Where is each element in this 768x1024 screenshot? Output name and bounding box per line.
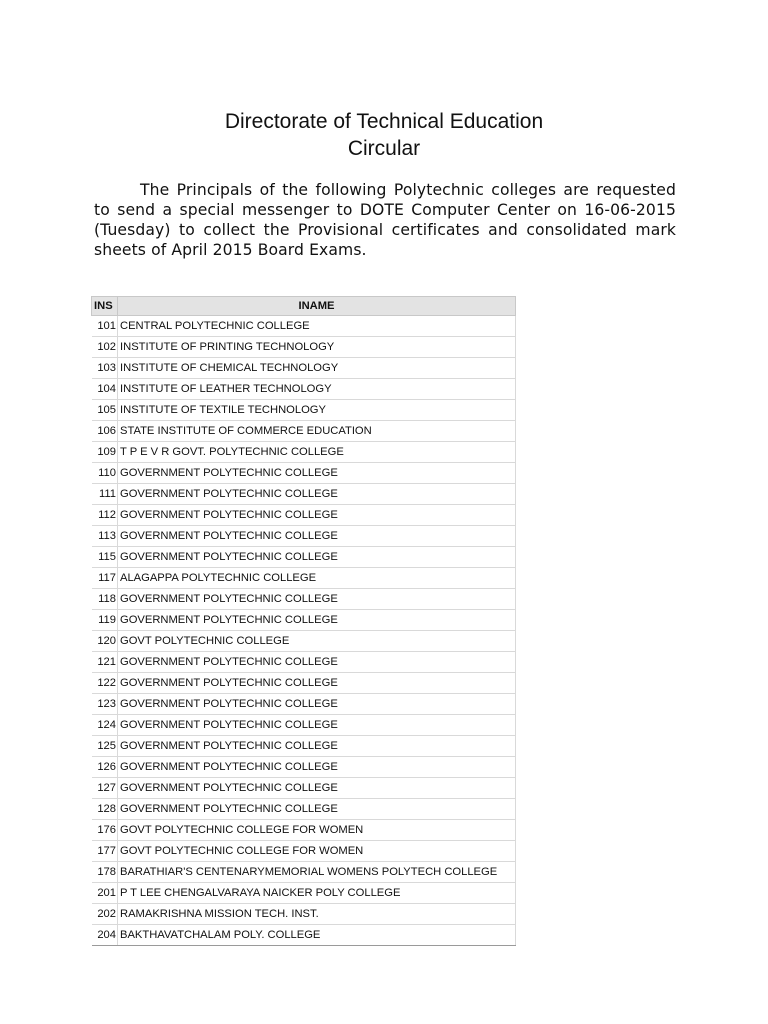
ins-code-cell: 121 xyxy=(92,652,118,673)
institution-name-cell: RAMAKRISHNA MISSION TECH. INST. xyxy=(118,904,516,925)
institution-name-cell: GOVERNMENT POLYTECHNIC COLLEGE xyxy=(118,484,516,505)
ins-code-cell: 127 xyxy=(92,778,118,799)
ins-code-cell: 102 xyxy=(92,337,118,358)
ins-code-cell: 101 xyxy=(92,316,118,337)
table-row xyxy=(92,778,516,799)
institution-name-cell: BARATHIAR'S CENTENARYMEMORIAL WOMENS POLYTECH COLLEGE xyxy=(118,862,516,883)
institution-name-cell: GOVERNMENT POLYTECHNIC COLLEGE xyxy=(118,610,516,631)
institution-name-cell: GOVERNMENT POLYTECHNIC COLLEGE xyxy=(118,715,516,736)
document-subtitle: Circular xyxy=(347,137,421,160)
ins-code-cell: 202 xyxy=(92,904,118,925)
institution-name-cell: INSTITUTE OF PRINTING TECHNOLOGY xyxy=(118,337,516,358)
ins-code-cell: 109 xyxy=(92,442,118,463)
institution-name-cell: T P E V R GOVT. POLYTECHNIC COLLEGE xyxy=(118,442,516,463)
ins-code-cell: 117 xyxy=(92,568,118,589)
institution-name-cell: GOVERNMENT POLYTECHNIC COLLEGE xyxy=(118,526,516,547)
ins-code-cell: 124 xyxy=(92,715,118,736)
ins-code-cell: 103 xyxy=(92,358,118,379)
circular-body-text: The Principals of the following Polytechnic colleges are requested to send a special messenger to DOTE Computer Center on 16-06-2015 (Tuesday) to collect the Provisional certificates and consolidated mark sheets of April 2015 Board Exams. xyxy=(94,181,676,259)
institution-name-cell: INSTITUTE OF CHEMICAL TECHNOLOGY xyxy=(118,358,516,379)
institution-name-cell: GOVERNMENT POLYTECHNIC COLLEGE xyxy=(118,799,516,820)
table-row xyxy=(92,400,516,421)
table-row xyxy=(92,484,516,505)
table-body xyxy=(92,316,516,946)
colleges-table xyxy=(91,296,516,946)
institution-name-cell: GOVERNMENT POLYTECHNIC COLLEGE xyxy=(118,736,516,757)
ins-code-cell: 105 xyxy=(92,400,118,421)
ins-code-cell: 115 xyxy=(92,547,118,568)
table-row xyxy=(92,610,516,631)
ins-code-cell: 112 xyxy=(92,505,118,526)
table-row xyxy=(92,673,516,694)
institution-name-cell: GOVERNMENT POLYTECHNIC COLLEGE xyxy=(118,589,516,610)
ins-code-cell: 123 xyxy=(92,694,118,715)
institution-name-cell: GOVERNMENT POLYTECHNIC COLLEGE xyxy=(118,463,516,484)
institution-name-cell: GOVERNMENT POLYTECHNIC COLLEGE xyxy=(118,505,516,526)
institution-name-cell: BAKTHAVATCHALAM POLY. COLLEGE xyxy=(118,925,516,946)
ins-code-cell: 113 xyxy=(92,526,118,547)
table-row xyxy=(92,379,516,400)
institution-name-cell: GOVT POLYTECHNIC COLLEGE FOR WOMEN xyxy=(118,820,516,841)
table-row xyxy=(92,799,516,820)
institution-name-cell: GOVERNMENT POLYTECHNIC COLLEGE xyxy=(118,757,516,778)
table-row xyxy=(92,652,516,673)
table-row xyxy=(92,358,516,379)
table-row xyxy=(92,568,516,589)
table-row xyxy=(92,904,516,925)
table-row xyxy=(92,820,516,841)
ins-code-cell: 201 xyxy=(92,883,118,904)
institution-name-cell: GOVT POLYTECHNIC COLLEGE xyxy=(118,631,516,652)
ins-code-cell: 204 xyxy=(92,925,118,946)
institution-name-cell: P T LEE CHENGALVARAYA NAICKER POLY COLLEGE xyxy=(118,883,516,904)
table-row xyxy=(92,862,516,883)
institution-name-cell: STATE INSTITUTE OF COMMERCE EDUCATION xyxy=(118,421,516,442)
ins-code-cell: 118 xyxy=(92,589,118,610)
ins-code-cell: 110 xyxy=(92,463,118,484)
table-row xyxy=(92,694,516,715)
table-row xyxy=(92,757,516,778)
document-title: Directorate of Technical Education xyxy=(224,110,544,133)
institution-name-cell: INSTITUTE OF LEATHER TECHNOLOGY xyxy=(118,379,516,400)
ins-code-cell: 125 xyxy=(92,736,118,757)
ins-code-cell: 122 xyxy=(92,673,118,694)
table-row xyxy=(92,589,516,610)
institution-name-cell: ALAGAPPA POLYTECHNIC COLLEGE xyxy=(118,568,516,589)
table-row xyxy=(92,736,516,757)
ins-code-cell: 126 xyxy=(92,757,118,778)
table-row xyxy=(92,547,516,568)
table-row xyxy=(92,442,516,463)
institution-name-cell: GOVERNMENT POLYTECHNIC COLLEGE xyxy=(118,673,516,694)
table-row xyxy=(92,925,516,946)
ins-code-cell: 119 xyxy=(92,610,118,631)
table-row xyxy=(92,505,516,526)
ins-code-cell: 128 xyxy=(92,799,118,820)
table-row xyxy=(92,421,516,442)
header-ins: INS xyxy=(92,297,118,316)
institution-name-cell: CENTRAL POLYTECHNIC COLLEGE xyxy=(118,316,516,337)
header-iname: INAME xyxy=(118,297,516,316)
institution-name-cell: GOVERNMENT POLYTECHNIC COLLEGE xyxy=(118,778,516,799)
ins-code-cell: 178 xyxy=(92,862,118,883)
ins-code-cell: 176 xyxy=(92,820,118,841)
ins-code-cell: 106 xyxy=(92,421,118,442)
ins-code-cell: 111 xyxy=(92,484,118,505)
institution-name-cell: GOVERNMENT POLYTECHNIC COLLEGE xyxy=(118,694,516,715)
ins-code-cell: 177 xyxy=(92,841,118,862)
table-row xyxy=(92,631,516,652)
institution-name-cell: GOVERNMENT POLYTECHNIC COLLEGE xyxy=(118,547,516,568)
table-row xyxy=(92,316,516,337)
table-header-row xyxy=(92,297,516,316)
table-row xyxy=(92,883,516,904)
ins-code-cell: 120 xyxy=(92,631,118,652)
ins-code-cell: 104 xyxy=(92,379,118,400)
table-row xyxy=(92,526,516,547)
institution-name-cell: GOVERNMENT POLYTECHNIC COLLEGE xyxy=(118,652,516,673)
table-row xyxy=(92,715,516,736)
table-row xyxy=(92,463,516,484)
institution-name-cell: INSTITUTE OF TEXTILE TECHNOLOGY xyxy=(118,400,516,421)
table-row xyxy=(92,841,516,862)
institution-name-cell: GOVT POLYTECHNIC COLLEGE FOR WOMEN xyxy=(118,841,516,862)
table-row xyxy=(92,337,516,358)
